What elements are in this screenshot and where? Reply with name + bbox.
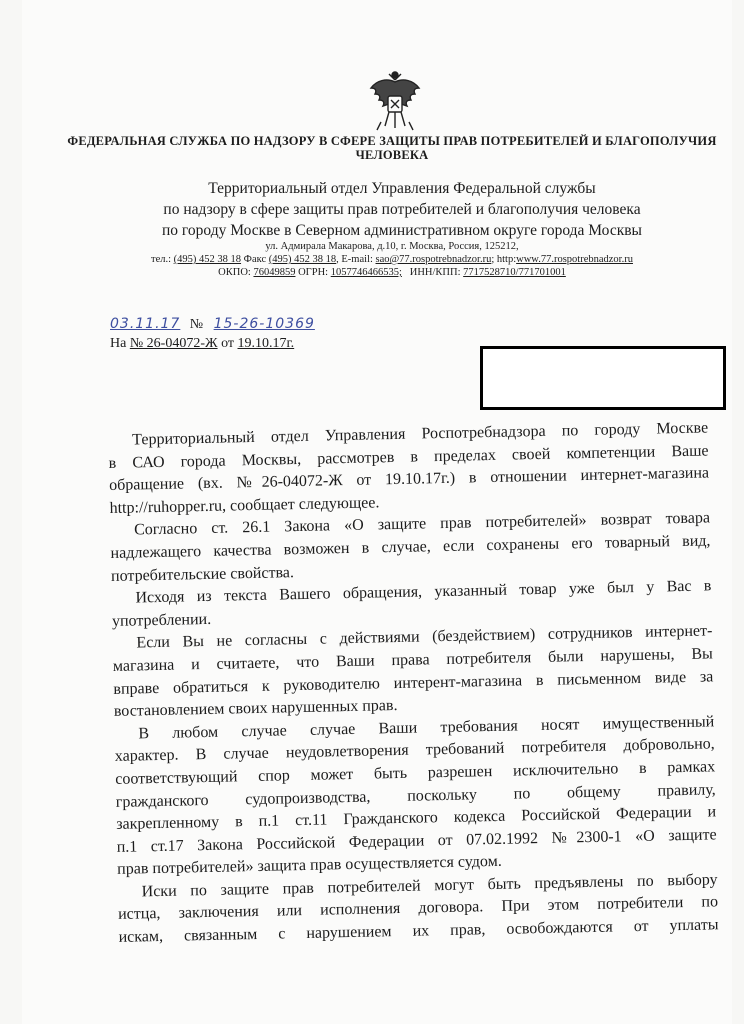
email-link: sao@77.rospotrebnadzor.ru [375, 254, 492, 265]
contact-block [82, 240, 702, 279]
body-line: соответствующий спор может быть разрешен исключительно в рамках [115, 758, 716, 788]
body-line: надлежащего качества возможен в случае, если сохранены его товарный вид, [110, 532, 711, 562]
body-line: Территориальный отдел Управления Роспотребнадзора по городу Москве [132, 419, 709, 449]
outgoing-registration: 03.11.17 № 15-26-10369 [110, 316, 315, 332]
redacted-recipient-box [480, 346, 726, 410]
body-line: Иски по защите прав потребителей могут быть предъявлены по выбору [141, 871, 718, 901]
org-title-line-1: ФЕДЕРАЛЬНАЯ СЛУЖБА ПО НАДЗОРУ В СФЕРЕ ЗАЩИТЫ ПРАВ ПОТРЕБИТЕЛЕЙ И БЛАГОПОЛУЧИЯ [67, 134, 717, 148]
fax-number: (495) 452 38 18 [268, 254, 337, 265]
body-line: в САО города Москвы, рассмотрев в пределах своей компетенции Ваше [108, 442, 709, 472]
body-line: гражданского судопроизводства, поскольку по общему правилу, [115, 780, 716, 811]
body-line: прав потребителей» защита прав осуществляется судом. [117, 853, 502, 879]
body-line: потребительские свойства. [110, 563, 295, 585]
letter-body [108, 417, 719, 949]
letter-page [22, 0, 732, 1024]
body-line: http://ruhopper.ru, сообщает следующее. [109, 494, 380, 517]
phone-number: (495) 452 38 18 [173, 254, 242, 265]
body-line: В любом случае случае Ваши требования носят имущественный [138, 713, 715, 743]
org-sub-line-2: по надзору в сфере защиты прав потребителей и благополучия человека [163, 201, 641, 218]
reference-date: 19.10.17г. [237, 336, 295, 351]
inn-kpp-code: 7717528710/771701001 [463, 267, 566, 278]
org-title-line-2: ЧЕЛОВЕКА [355, 148, 429, 162]
website-link: www.77.rospotrebnadzor.ru [516, 254, 633, 265]
reference-number: № 26-04072-Ж [129, 336, 218, 351]
coat-of-arms-emblem [359, 66, 431, 138]
body-line: искам, связанным с нарушением их прав, освобождаются от уплаты [118, 916, 719, 946]
body-line: вправе обратиться к руководителю интерент-магазина в письменном виде за [113, 667, 714, 698]
body-line: Согласно ст. 26.1 Закона «О защите прав потребителей» возврат товара [133, 509, 711, 539]
outgoing-date: 03.11.17 [110, 316, 181, 332]
body-line: востановлением своих нарушенных прав. [113, 697, 398, 721]
body-line: Исходя из текста Вашего обращения, указанный товар уже был у Вас в [135, 577, 712, 607]
body-line: употреблении. [111, 610, 212, 630]
postal-address: ул. Адмирала Макарова, д.10, г. Москва, Россия, 125212, [265, 241, 519, 252]
org-sub-line-3: по городу Москве в Северном административном округе города Москвы [162, 222, 642, 239]
body-line: закрепленному в п.1 ст.11 Гражданского кодекса Российской Федерации и [116, 803, 717, 834]
organization-subtitle [122, 178, 682, 241]
org-sub-line-1: Территориальный отдел Управления Федеральной службы [208, 180, 596, 197]
contact-line: тел.: (495) 452 38 18 Факс (495) 452 38 18, E-mail: sao@77.rospotrebnadzor.ru; http:www.77.rospotrebnadzor.ru [151, 254, 633, 265]
body-line: характер. В случае неудовлетворения требований потребителя добровольно, [114, 735, 715, 766]
body-line: магазина и считаете, что Ваши права потребителя были нарушены, Вы [112, 645, 713, 675]
body-line: истца, заключения или исполнения договора. При этом потребители по [117, 893, 719, 924]
body-line: обращение (вх. №26-04072-Ж от 19.10.17г.) в отношении интернет-магазина [108, 464, 710, 495]
body-line: Если Вы не согласны с действиями (бездействием) сотрудников интернет- [136, 622, 713, 652]
reference-line: На № 26-04072-Ж от 19.10.17г. [110, 336, 295, 351]
ogrn-code: 1057746466535; [330, 267, 402, 278]
registration-line: ОКПО: 76049859 ОГРН: 1057746466535; ИНН/КПП: 7717528710/771701001 [218, 267, 566, 278]
body-line: п.1 ст.17 Закона Российской Федерации от 07.02.1992 №2300-1 «О защите [116, 826, 717, 856]
organization-title [62, 134, 722, 162]
outgoing-number: 15-26-10369 [213, 316, 315, 332]
okpo-code: 76049859 [253, 267, 296, 278]
